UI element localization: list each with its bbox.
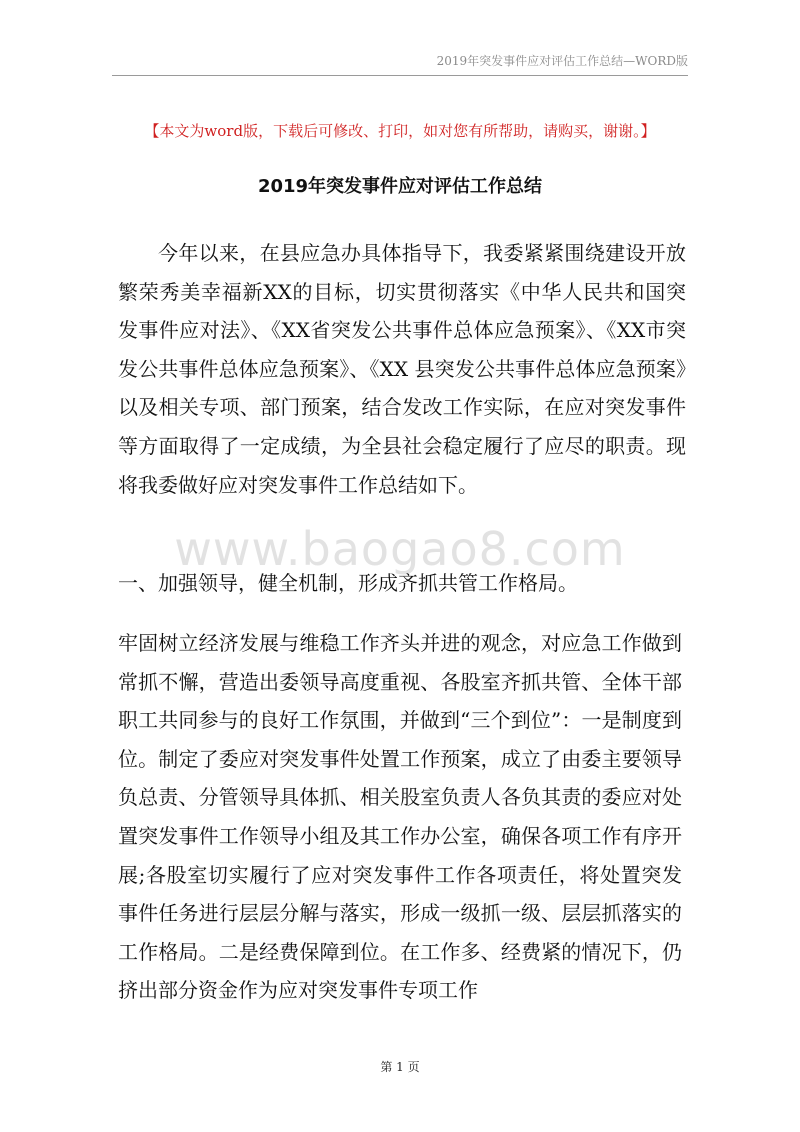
header-divider — [112, 75, 688, 76]
purchase-notice: 【本文为word版，下载后可修改、打印，如对您有所帮助，请购买，谢谢。】 — [144, 122, 656, 140]
section-heading-1: 一、加强领导，健全机制，形成齐抓共管工作格局。 — [118, 571, 578, 595]
running-header: 2019年突发事件应对评估工作总结—WORD版 — [436, 54, 688, 68]
document-title: 2019年突发事件应对评估工作总结 — [257, 176, 543, 197]
page-number: 第 1 页 — [380, 1060, 420, 1074]
watermark: www.baogao8.com — [174, 522, 626, 576]
intro-paragraph: 今年以来，在县应急办具体指导下，我委紧紧围绕建设开放繁荣秀美幸福新XX的目标，切实贯彻落实《中华人民共和国突发事件应对法》、《XX省突发公共事件总体应急预案》、《XX市突发公共事件总体应急预案》、《XX 县突发公共事件总体应急预案》以及相关专项、部门预案，结合发改工作实际，在应对突发事件等方面取得了一定成绩，为全县社会稳定履行了应尽的职责。现将我委做好应对突发事件工作总结如下。 — [118, 241, 686, 497]
section-1-paragraph: 牢固树立经济发展与维稳工作齐头并进的观念，对应急工作做到常抓不懈，营造出委领导高度重视、各股室齐抓共管、全体干部职工共同参与的良好工作氛围，并做到“三个到位”：一是制度到位。制定了委应对突发事件处置工作预案，成立了由委主要领导负总责、分管领导具体抓、相关股室负责人各负其责的委应对处置突发事件工作领导小组及其工作办公室，确保各项工作有序开展;各股室切实履行了应对突发事件工作各项责任，将处置突发事件任务进行层层分解与落实，形成一级抓一级、层层抓落实的工作格局。二是经费保障到位。在工作多、经费紧的情况下，仍挤出部分资金作为应对突发事件专项工作 — [118, 631, 682, 1003]
